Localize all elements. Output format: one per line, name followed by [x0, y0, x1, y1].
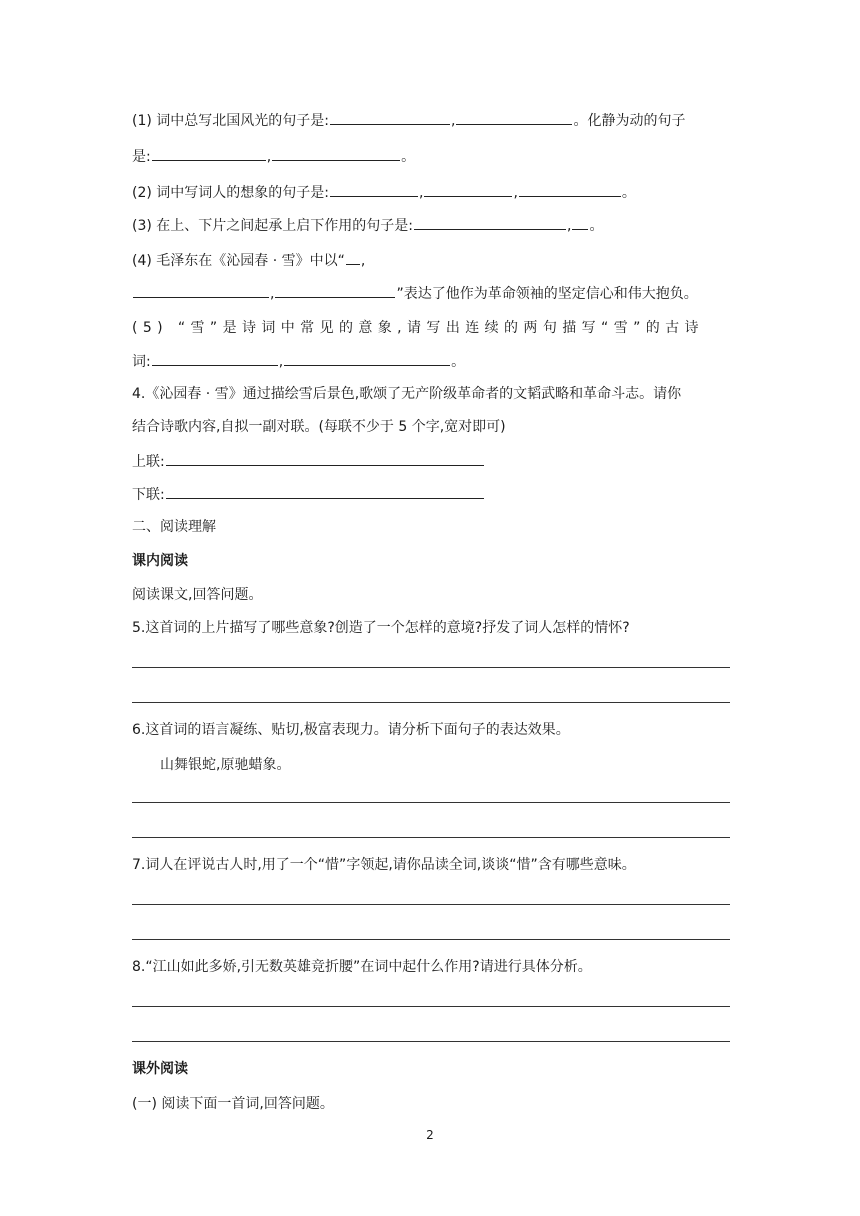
couplet-lower-label: 下联: — [132, 487, 165, 503]
answer-blank[interactable] — [166, 451, 484, 466]
question-6-text: 6.这首词的语言凝练、贴切,极富表现力。请分析下面句子的表达效果。 — [132, 722, 570, 738]
section-heading-text: 二、阅读理解 — [132, 519, 216, 535]
question-5-text: 5.这首词的上片描写了哪些意象?创造了一个怎样的意境?抒发了词人怎样的情怀? — [132, 620, 630, 636]
q3-item1-text: (1) 词中总写北国风光的句子是: — [132, 113, 329, 129]
q3-item5-line1 — [132, 318, 704, 338]
q3-item3 — [132, 215, 603, 236]
answer-line[interactable] — [132, 939, 730, 940]
page-number: 2 — [426, 1128, 434, 1142]
period: 。 — [589, 218, 604, 234]
couplet-upper-label: 上联: — [132, 454, 165, 470]
answer-line[interactable] — [132, 1006, 730, 1007]
q3-item4-line2 — [132, 283, 698, 304]
q3-item4-line1 — [132, 250, 365, 271]
answer-blank[interactable] — [572, 215, 588, 230]
period: 。 — [621, 185, 636, 201]
quote-text: 山舞银蛇,原驰蜡象。 — [160, 757, 291, 773]
comma: , — [451, 113, 456, 129]
q4-text-b: 结合诗歌内容,自拟一副对联。(每联不少于 5 个字,宽对即可) — [132, 419, 506, 435]
answer-blank[interactable] — [330, 182, 418, 197]
question-7 — [132, 855, 636, 875]
answer-blank[interactable] — [414, 215, 566, 230]
question-8 — [132, 957, 592, 977]
comma: , — [360, 253, 366, 269]
answer-blank[interactable] — [152, 146, 266, 161]
answer-blank[interactable] — [456, 110, 572, 125]
answer-line[interactable] — [132, 702, 730, 703]
q4-line1 — [132, 384, 681, 404]
section-heading — [132, 517, 216, 537]
couplet-lower — [132, 484, 485, 505]
q3-item5-text: (5) “雪”是诗词中常见的意象,请写出连续的两句描写“雪”的古诗 — [132, 320, 704, 336]
answer-blank[interactable] — [424, 182, 512, 197]
answer-blank[interactable] — [346, 250, 360, 265]
answer-blank[interactable] — [519, 182, 621, 197]
answer-blank[interactable] — [330, 110, 450, 125]
question-6-quote — [160, 755, 290, 775]
q4-text: 4.《沁园春 · 雪》通过描绘雪后景色,歌颂了无产阶级革命者的文韬武略和革命斗志。请你 — [132, 386, 682, 402]
period: 。 — [451, 354, 466, 370]
q3-item4-text: (4) 毛泽东在《沁园春 · 雪》中以“ — [132, 253, 345, 269]
answer-line[interactable] — [132, 802, 730, 803]
comma: , — [278, 354, 284, 370]
q3-item3-text: (3) 在上、下片之间起承上启下作用的句子是: — [132, 218, 413, 234]
outclass-instruction — [132, 1094, 334, 1114]
answer-blank[interactable] — [166, 484, 484, 499]
q3-item1-text-c: 是: — [132, 149, 151, 165]
inclass-heading — [132, 551, 188, 571]
q3-item1-line1 — [132, 110, 685, 131]
comma: , — [419, 185, 424, 201]
answer-blank[interactable] — [272, 146, 400, 161]
answer-line[interactable] — [132, 1041, 730, 1042]
question-6 — [132, 720, 570, 740]
couplet-upper — [132, 451, 485, 472]
answer-blank[interactable] — [152, 351, 278, 366]
answer-blank[interactable] — [275, 283, 395, 298]
answer-line[interactable] — [132, 837, 730, 838]
question-5 — [132, 618, 630, 638]
q3-item1-text-b: 。化静为动的句子 — [573, 113, 686, 129]
q3-item2 — [132, 182, 636, 203]
comma: , — [266, 149, 272, 165]
outclass-heading-text: 课外阅读 — [132, 1061, 188, 1077]
inclass-heading-text: 课内阅读 — [132, 553, 188, 569]
answer-line[interactable] — [132, 904, 730, 905]
question-7-text: 7.词人在评说古人时,用了一个“惜”字领起,请你品读全词,谈谈“惜”含有哪些意味。 — [132, 857, 636, 873]
answer-blank[interactable] — [284, 351, 450, 366]
instruction-text: 阅读课文,回答问题。 — [132, 587, 263, 603]
period: 。 — [401, 149, 416, 165]
comma: , — [513, 185, 518, 201]
q3-item5-text-b: 词: — [132, 354, 151, 370]
answer-blank[interactable] — [133, 283, 269, 298]
question-8-text: 8.“江山如此多娇,引无数英雄竞折腰”在词中起什么作用?请进行具体分析。 — [132, 959, 592, 975]
comma: , — [270, 286, 275, 302]
outclass-heading — [132, 1059, 188, 1079]
instruction — [132, 585, 262, 605]
outclass-instruction-text: (一) 阅读下面一首词,回答问题。 — [132, 1096, 334, 1112]
q4-line2 — [132, 417, 506, 437]
comma: , — [567, 218, 572, 234]
q3-item2-text: (2) 词中写词人的想象的句子是: — [132, 185, 329, 201]
answer-line[interactable] — [132, 667, 730, 668]
q3-item4-text-b: ”表达了他作为革命领袖的坚定信心和伟大抱负。 — [396, 286, 698, 302]
q3-item1-line2 — [132, 146, 415, 167]
q3-item5-line2 — [132, 351, 465, 372]
